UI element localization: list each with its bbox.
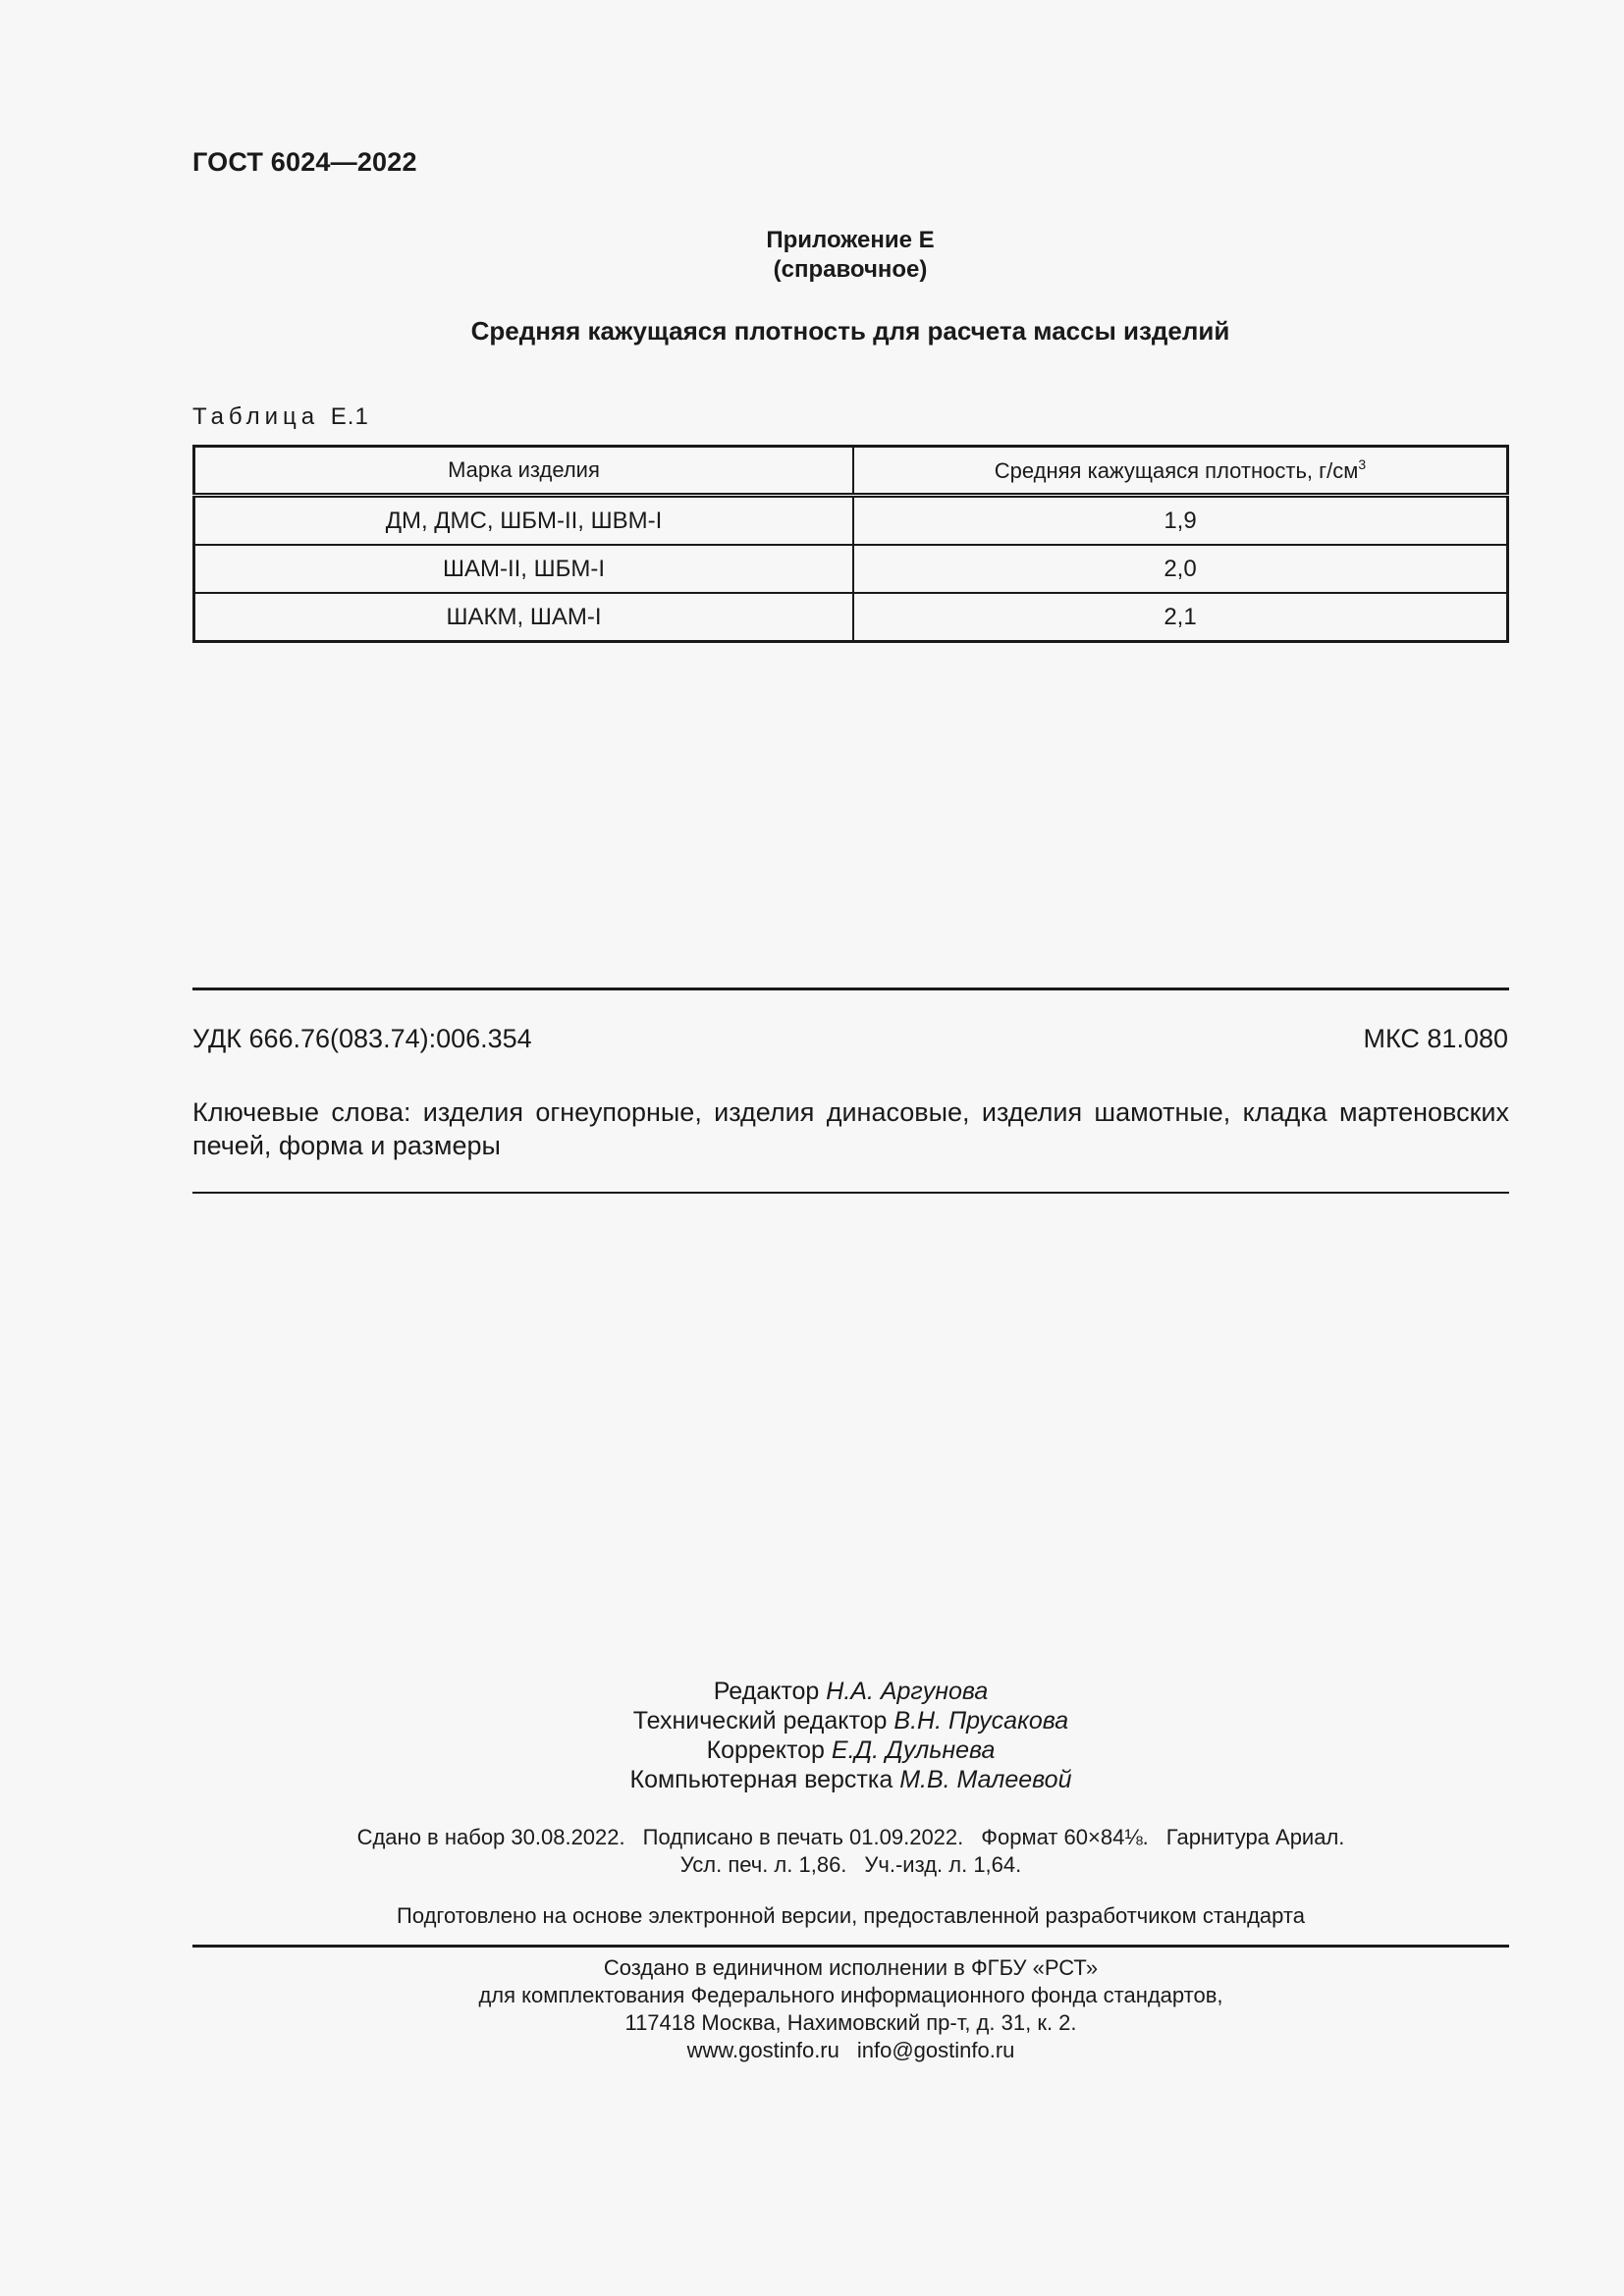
- unit-superscript: 3: [1358, 456, 1367, 472]
- table-cell-grade: ШАМ-II, ШБМ-I: [194, 545, 854, 593]
- imprint-line: [192, 1824, 1509, 1851]
- table-cell-grade: ШАКМ, ШАМ-I: [194, 593, 854, 642]
- divider-top: [192, 988, 1509, 990]
- credits-block: [192, 1677, 1509, 1794]
- imprint-line: [192, 1851, 1509, 1879]
- table-caption: [192, 403, 369, 431]
- credit-name: В.Н. Прусакова: [893, 1707, 1069, 1735]
- table-row: [194, 545, 1508, 593]
- mks-code: МКС 81.080: [1363, 1024, 1508, 1053]
- footer-line: Создано в единичном исполнении в ФГБУ «РСТ»: [603, 1955, 1099, 1980]
- imprint-sent: Сдано в набор 30.08.2022.: [356, 1825, 625, 1849]
- prepared-note: Подготовлено на основе электронной версии, предоставленной разработчиком стандарта: [397, 1903, 1305, 1928]
- divider-keywords: [192, 1192, 1509, 1194]
- keywords-text: Ключевые слова: изделия огнеупорные, изделия динасовые, изделия шамотные, кладка мартеновских печей, форма и размеры: [192, 1097, 1509, 1160]
- credit-role: Компьютерная верстка: [629, 1766, 893, 1793]
- imprint-publ-sheets: Уч.-изд. л. 1,64.: [864, 1852, 1022, 1877]
- email-link[interactable]: info@gostinfo.ru: [856, 2038, 1015, 2062]
- footer-contacts: [192, 2037, 1509, 2064]
- table-cell-density: 2,0: [853, 545, 1508, 593]
- credit-role: Корректор: [706, 1736, 825, 1764]
- imprint-block: [192, 1824, 1509, 1879]
- table-caption-number: Е.1: [330, 403, 369, 430]
- credit-line: [192, 1765, 1509, 1794]
- section-title: Средняя кажущаяся плотность для расчета массы изделий: [470, 316, 1230, 346]
- density-table: [192, 445, 1509, 643]
- credit-name: Е.Д. Дульнева: [831, 1736, 996, 1764]
- website-link[interactable]: www.gostinfo.ru: [686, 2038, 839, 2062]
- document-code: ГОСТ 6024—2022: [192, 147, 417, 177]
- divider-footer: [192, 1945, 1509, 1948]
- credit-line: [192, 1706, 1509, 1735]
- publisher-footer: [192, 1954, 1509, 2064]
- appendix-kind: (справочное): [773, 256, 928, 283]
- table-caption-word: Таблица: [192, 403, 320, 430]
- imprint-typeface: Гарнитура Ариал.: [1165, 1825, 1345, 1849]
- imprint-signed: Подписано в печать 01.09.2022.: [642, 1825, 964, 1849]
- table-cell-density: 2,1: [853, 593, 1508, 642]
- udc-code: УДК 666.76(083.74):006.354: [192, 1024, 532, 1053]
- footer-line: 117418 Москва, Нахимовский пр-т, д. 31, к. 2.: [624, 2010, 1077, 2035]
- table-row: [194, 496, 1508, 546]
- credit-name: М.В. Малеевой: [899, 1766, 1072, 1793]
- credit-line: [192, 1735, 1509, 1765]
- credit-name: Н.А. Аргунова: [826, 1678, 989, 1705]
- footer-line: для комплектования Федерального информационного фонда стандартов,: [478, 1983, 1223, 2007]
- imprint-format: Формат 60×84⅛.: [981, 1825, 1149, 1849]
- column-header-grade: Марка изделия: [194, 447, 854, 496]
- imprint-print-sheets: Усл. печ. л. 1,86.: [679, 1852, 847, 1877]
- table-cell-grade: ДМ, ДМС, ШБМ-II, ШВМ-I: [194, 496, 854, 546]
- column-header-density-label: Средняя кажущаяся плотность, г/см: [994, 458, 1359, 483]
- appendix-title: Приложение Е: [766, 227, 935, 253]
- table-cell-density: 1,9: [853, 496, 1508, 546]
- table-header-row: [194, 447, 1508, 496]
- column-header-density: [853, 447, 1508, 496]
- credit-line: [192, 1677, 1509, 1706]
- credit-role: Технический редактор: [632, 1707, 888, 1735]
- table-row: [194, 593, 1508, 642]
- credit-role: Редактор: [713, 1678, 820, 1705]
